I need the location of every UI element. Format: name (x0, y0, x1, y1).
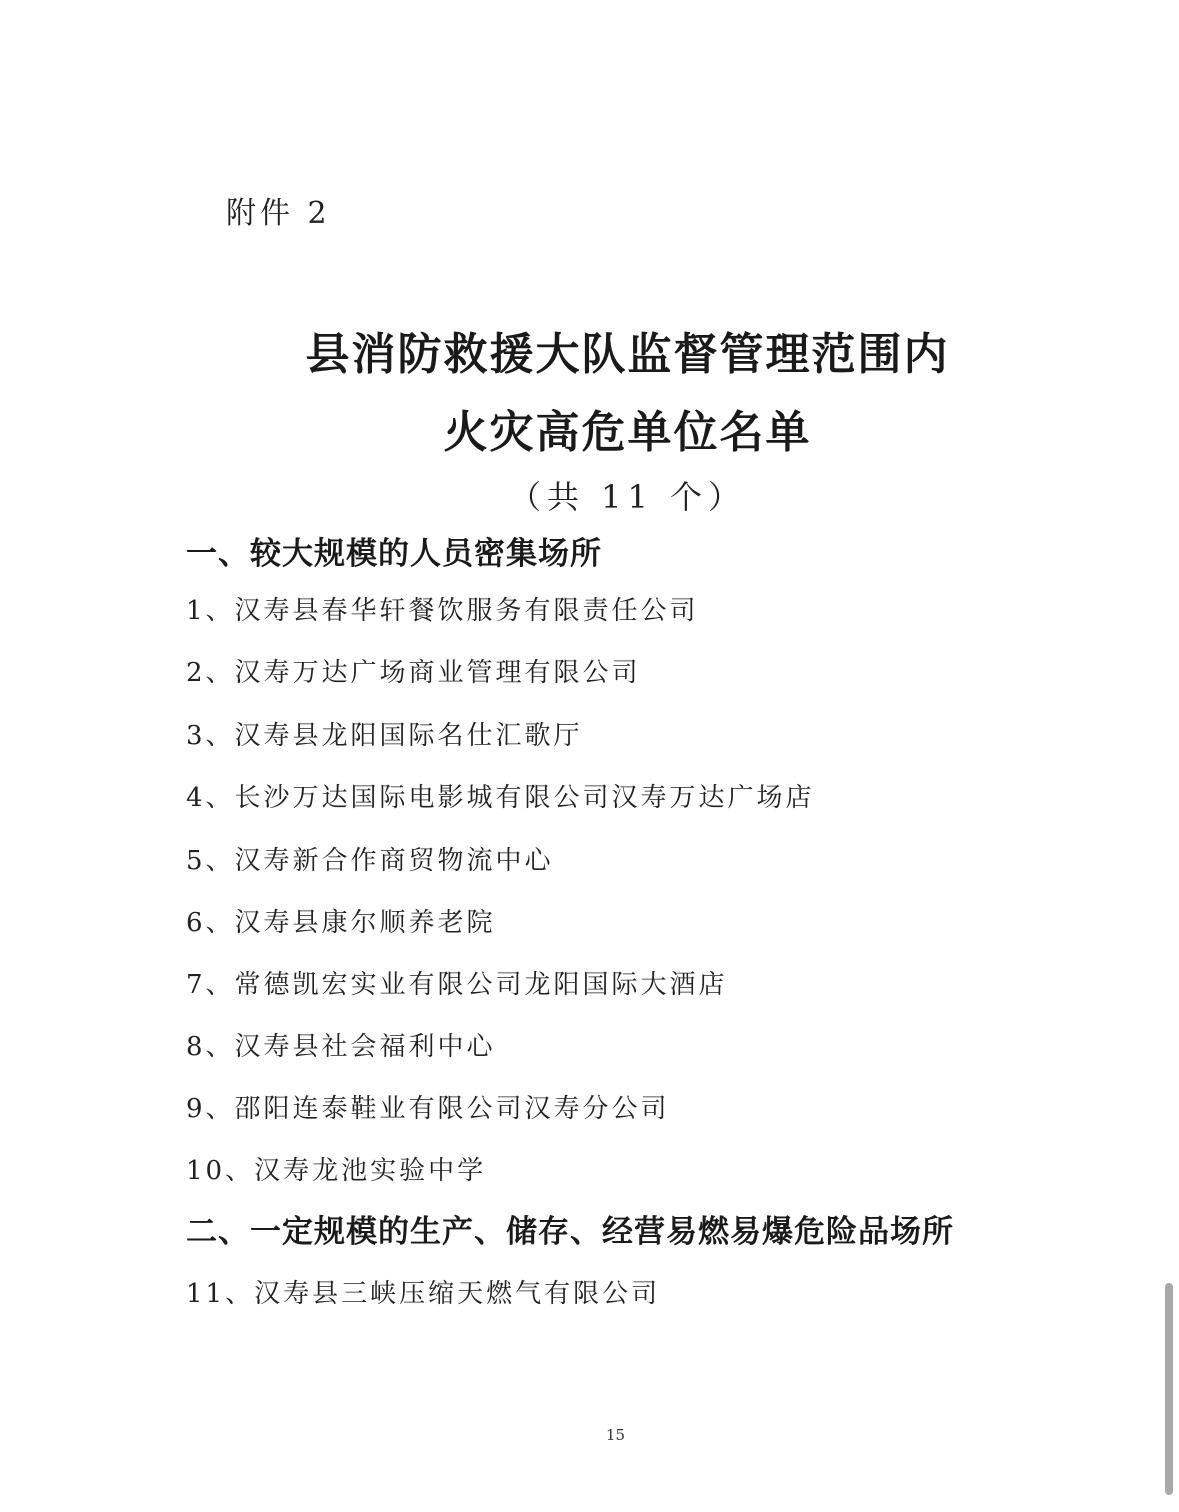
document-title-line1: 县消防救援大队监督管理范围内 (305, 329, 950, 380)
list-item: 10、汉寿龙池实验中学 (186, 1156, 487, 1186)
list-item: 2、汉寿万达广场商业管理有限公司 (186, 658, 641, 688)
list-item: 3、汉寿县龙阳国际名仕汇歌厅 (186, 721, 583, 751)
section-heading-crowded-places: 一、较大规模的人员密集场所 (186, 536, 602, 572)
list-item: 11、汉寿县三峡压缩天燃气有限公司 (186, 1279, 661, 1309)
unit-count: （共 11 个） (508, 478, 747, 516)
page-number: 15 (605, 1426, 626, 1444)
list-item: 5、汉寿新合作商贸物流中心 (186, 846, 554, 876)
document-title-line2: 火灾高危单位名单 (443, 407, 812, 458)
list-item: 9、邵阳连泰鞋业有限公司汉寿分公司 (186, 1094, 670, 1124)
vertical-scrollbar[interactable] (1165, 1283, 1173, 1495)
list-item: 4、长沙万达国际电影城有限公司汉寿万达广场店 (186, 783, 815, 813)
list-item: 6、汉寿县康尔顺养老院 (186, 908, 496, 938)
list-item: 8、汉寿县社会福利中心 (186, 1032, 496, 1062)
section-heading-hazardous-materials: 二、一定规模的生产、储存、经营易燃易爆危险品场所 (186, 1214, 954, 1250)
attachment-label: 附件 2 (226, 196, 331, 231)
list-item: 1、汉寿县春华轩餐饮服务有限责任公司 (186, 596, 699, 626)
list-item: 7、常德凯宏实业有限公司龙阳国际大酒店 (186, 970, 728, 1000)
